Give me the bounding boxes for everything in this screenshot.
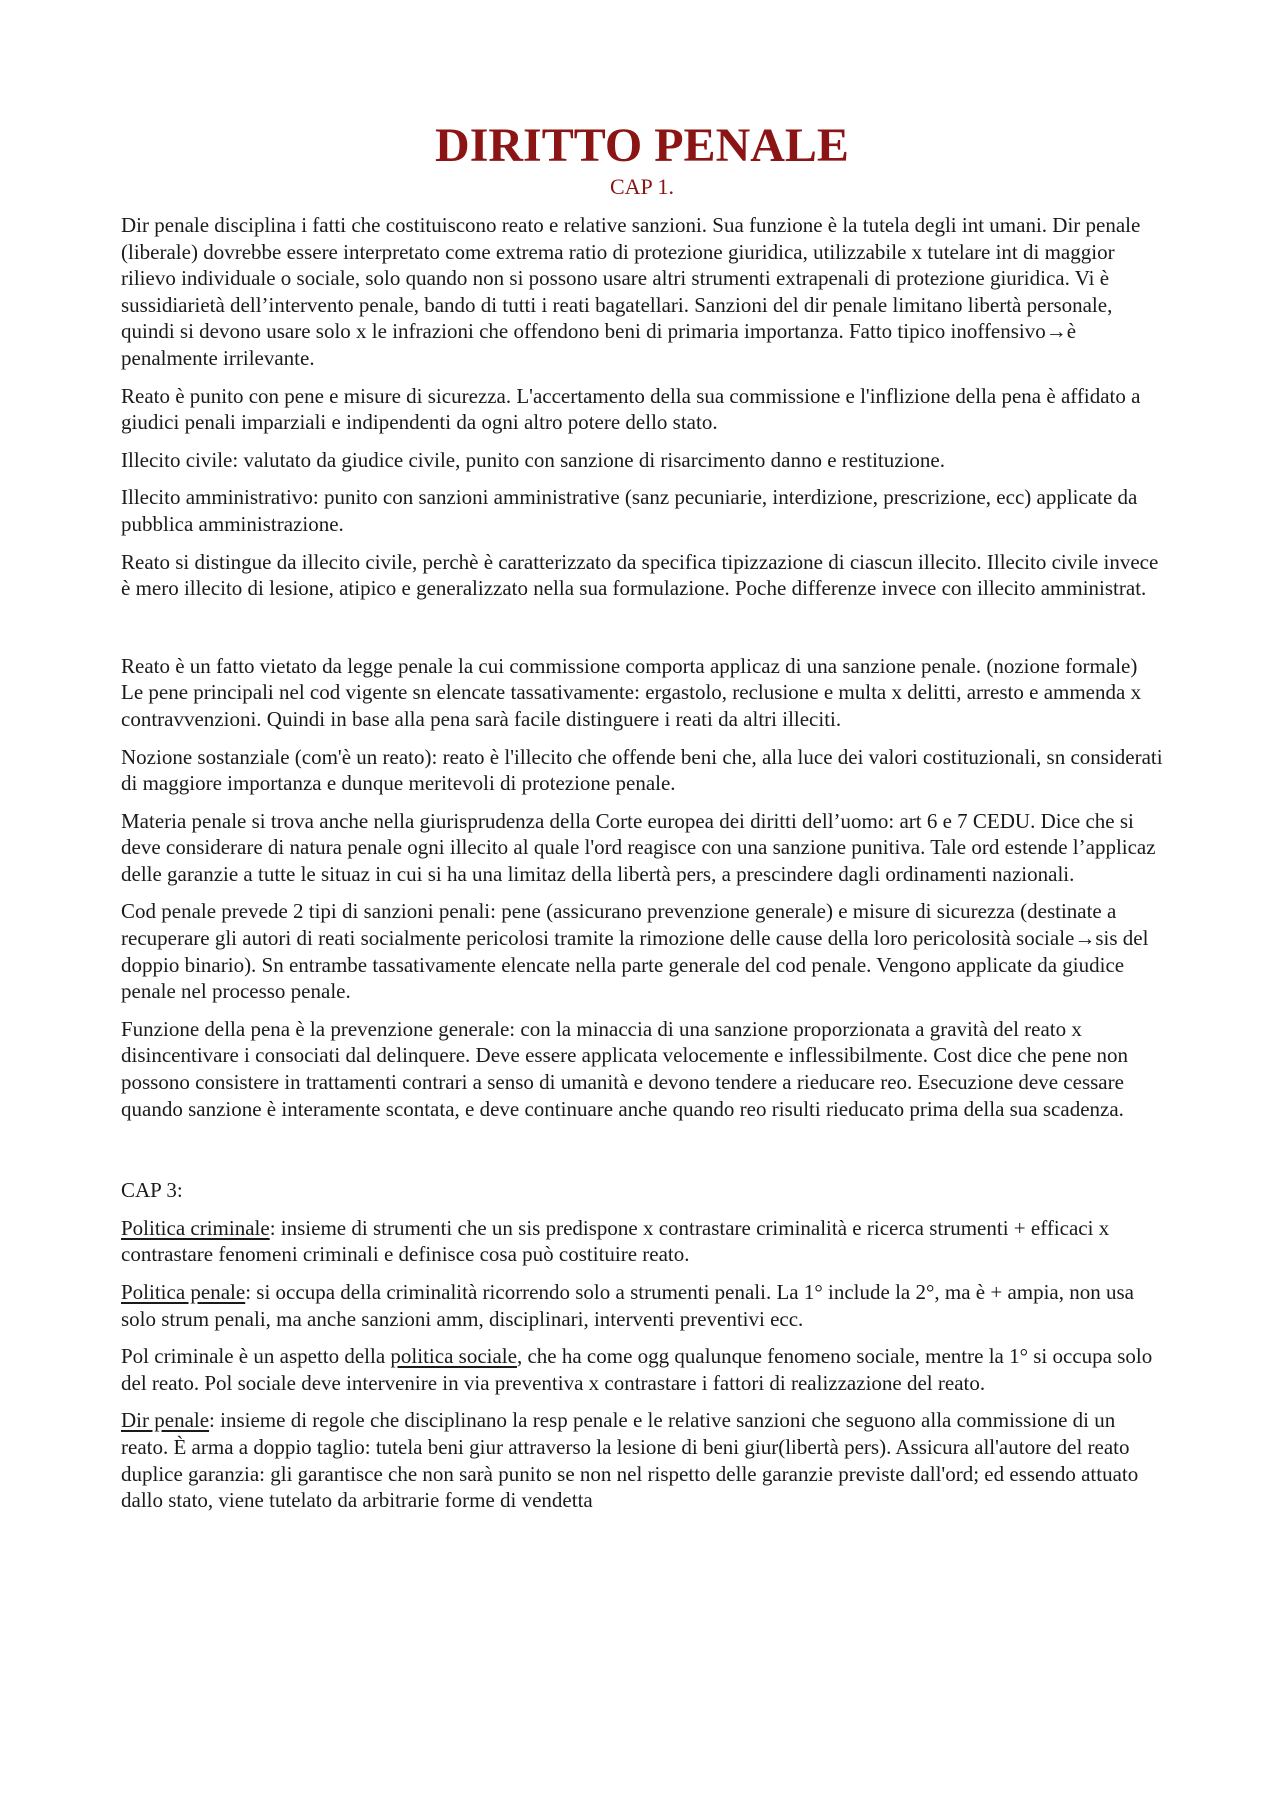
paragraph: Reato è un fatto vietato da legge penale la cui commissione comporta applicaz di una sanzione penale. (nozione formale) Le pene principali nel cod vigente sn elencate tassativamente: ergastolo, reclusione e multa x delitti, arresto e ammenda x contravvenzioni. Quindi in base alla pena sarà facile distinguere i reati da altri illeciti. <box>121 653 1142 731</box>
definition-text: : insieme di regole che disciplinano la resp penale e le relative sanzioni che seguono alla commissione di un reato. È arma a doppio taglio: tutela beni giur attraverso la lesione di beni giur(libertà pers). Assicura all'autore del reato duplice garanzia: gli garantisce che non sarà punito se non nel rispetto delle garanzie previste dall'ord; ed essendo attuato dallo stato, viene tutelato da arbitrarie forme di vendetta <box>121 1408 1139 1513</box>
paragraph: Materia penale si trova anche nella giurisprudenza della Corte europea dei diritti dell’uomo: art 6 e 7 CEDU. Dice che si deve considerare di natura penale ogni illecito al quale l'ord reagisce con una sanzione punitiva. Tale ord estende l’applicaz delle garanzie a tutte le situaz in cui si ha una limitaz della libertà pers, a prescindere dagli ordinamenti nazionali. <box>121 808 1156 886</box>
paragraph: Reato si distingue da illecito civile, perchè è caratterizzato da specifica tipizzazione di ciascun illecito. Illecito civile invece è mero illecito di lesione, atipico e generalizzato nella sua formulazione. Poche differenze invece con illecito amministrat. <box>121 549 1159 601</box>
paragraph-politica-sociale <box>121 1343 1163 1396</box>
paragraph-politica-criminale <box>121 1215 1163 1268</box>
term-politica-penale: Politica penale <box>121 1280 246 1304</box>
spacer <box>121 1133 1163 1177</box>
document-title: DIRITTO PENALE <box>435 119 849 172</box>
definition-text: : insieme di strumenti che un sis predispone x contrastare criminalità e ricerca strumenti + efficaci x contrastare fenomeni criminali e definisce cosa può costituire reato. <box>121 1215 1110 1267</box>
paragraph: Reato è punito con pene e misure di sicurezza. L'accertamento della sua commissione e l'inflizione della pena è affidato a giudici penali imparziali e indipendenti da ogni altro potere dello stato. <box>121 383 1141 435</box>
spacer <box>121 613 1163 653</box>
chapter-1-heading: CAP 1. <box>610 174 674 199</box>
paragraph: Funzione della pena è la prevenzione generale: con la minaccia di una sanzione proporzionata a gravità del reato x disincentivare i consociati dal delinquere. Deve essere applicata velocemente e inflessibilmente. Cost dice che pene non possono consistere in trattamenti contrari a senso di umanità e devono tendere a rieducare reo. Esecuzione deve cessare quando sanzione è interamente scontata, e deve continuare anche quando reo risulti rieducato prima della sua scadenza. <box>121 1016 1129 1121</box>
paragraph-text: Pol criminale è un aspetto della <box>121 1344 391 1369</box>
paragraph-dir-penale <box>121 1407 1163 1513</box>
term-politica-criminale: Politica criminale <box>121 1215 270 1240</box>
chapter-1-section <box>121 212 1163 1122</box>
paragraph: Cod penale prevede 2 tipi di sanzioni penali: pene (assicurano prevenzione generale) e misure di sicurezza (destinate a recuperare gli autori di reati socialmente pericolosi tramite la rimozione delle cause della loro pericolosità sociale→sis del doppio binario). Sn entrambe tassativamente elencate nella parte generale del cod penale. Vengono applicate da giudice penale nel processo penale. <box>121 899 1149 1004</box>
paragraph: Nozione sostanziale (com'è un reato): reato è l'illecito che offende beni che, alla luce dei valori costituzionali, sn considerati di maggiore importanza e dunque meritevoli di protezione penale. <box>121 744 1163 796</box>
definition-text: : si occupa della criminalità ricorrendo solo a strumenti penali. La 1° include la 2°, ma è + ampia, non usa solo strum penali, ma anche sanzioni amm, disciplinari, interventi preventivi ecc. <box>121 1280 1134 1331</box>
paragraph: Dir penale disciplina i fatti che costituiscono reato e relative sanzioni. Sua funzione è la tutela degli int umani. Dir penale (liberale) dovrebbe essere interpretato come extrema ratio di protezione giuridica, utilizzabile x tutelare int di maggior rilievo individuale o sociale, solo quando non si possono usare altri strumenti extrapenali di protezione giuridica. Vi è sussidiarietà dell’intervento penale, bando di tutti i reati bagatellari. Sanzioni del dir penale limitano libertà personale, quindi si devono usare solo x le infrazioni che offendono beni di primaria importanza. Fatto tipico inoffensivo→è penalmente irrilevante. <box>121 213 1141 370</box>
chapter-3-heading: CAP 3: <box>121 1178 183 1203</box>
paragraph: Illecito civile: valutato da giudice civile, punito con sanzione di risarcimento danno e restituzione. <box>121 447 945 472</box>
paragraph-text: , che ha come ogg qualunque fenomeno sociale, mentre la 1° si occupa solo del reato. Pol sociale deve intervenire in via preventiva x contrastare i fattori di realizzazione del reato. <box>121 1344 1153 1395</box>
paragraph: Illecito amministrativo: punito con sanzioni amministrative (sanz pecuniarie, interdizione, prescrizione, ecc) applicate da pubblica amministrazione. <box>121 485 1138 536</box>
term-politica-sociale: politica sociale <box>390 1344 517 1369</box>
paragraph-politica-penale <box>121 1279 1163 1332</box>
document-page <box>121 118 1163 1525</box>
term-dir-penale: Dir penale <box>121 1408 210 1433</box>
chapter-3-section <box>121 1177 1163 1514</box>
